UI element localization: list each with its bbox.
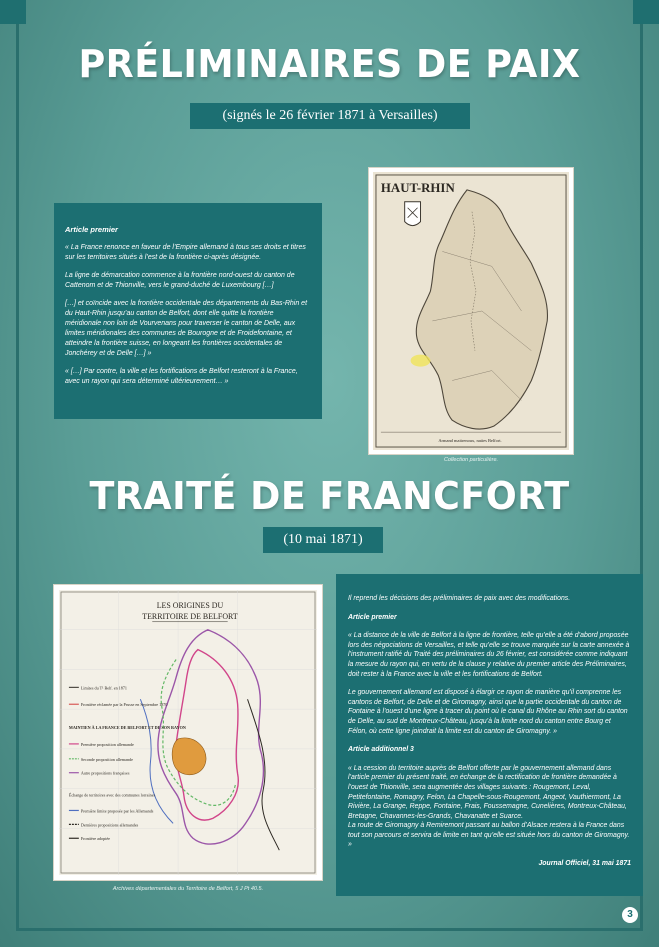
coat-of-arms-icon	[405, 202, 421, 226]
corner-decoration-right	[633, 0, 659, 24]
map1-title: HAUT-RHIN	[380, 180, 455, 195]
paragraph: La ligne de démarcation commence à la frontière nord-ouest du canton de Cattenom et de Thionville, vers le grand-duché de Luxembourg […]	[65, 272, 295, 289]
legend2-item-4: Frontière adoptée	[80, 836, 111, 842]
signature: Journal Officiel, 31 mai 1871	[538, 860, 631, 868]
legend-item-3: Première proposition allemande	[80, 741, 134, 747]
corner-decoration-left	[0, 0, 26, 24]
page-number: 3	[622, 907, 638, 923]
map2-title-line2: TERRITOIRE DE BELFORT	[142, 611, 238, 621]
legend-item-1: Limites du T¹ Belf. en 1871	[80, 685, 128, 691]
haut-rhin-map-image	[368, 167, 574, 455]
belfort-origins-map-image	[53, 584, 323, 881]
paragraph: « La France renonce en faveur de l’Empire allemand à tous ses droits et titres sur les territoires situés à l’est de la frontière ci-après désignée.	[65, 244, 306, 261]
section-subtitle-preliminaires: (signés le 26 février 1871 à Versailles)	[190, 103, 470, 129]
map2-section-label: MAINTIEN À LA FRANCE DE BELFORT ET DE SON RAYON	[68, 725, 186, 731]
francfort-text-box	[336, 574, 643, 896]
legend2-item-3: Dernières propositions allemandes	[80, 822, 139, 828]
belfort-highlight	[411, 355, 431, 367]
section-title-preliminaires: PRÉLIMINAIRES DE PAIX	[78, 42, 581, 86]
map2-title-line1: LES ORIGINES DU	[156, 600, 224, 610]
paragraph: « La distance de la ville de Belfort à la ligne de frontière, telle qu’elle a été d’abord proposée lors des négociations de Versailles, et telle qu’elle se trouve marquée sur la carte annexée à l’instrument ratifié du Traité des préliminaires du 26 février, est considérée comme indiquant la mesure du rayon qui, en vertu de la clause y relative du premier article des Préliminaires, doit rester à la France avec la ville et les fortifications de Belfort.	[348, 632, 630, 678]
paragraph: […] et coïncide avec la frontière occidentale des départements du Bas-Rhin et du Haut-Rhin jusqu’au canton de Belfort, dont elle quitte la frontière méridionale non loin de Vourvenans pour traverser le canton de Delle, aux limites méridionales des communes de Bourogne et de Froidefontaine, et atteindre la frontière suisse, en longeant les frontières occidentales de Jonchérey et de Delle […] »	[65, 300, 308, 357]
preliminaires-text-box	[54, 203, 322, 419]
map2-caption: Archives départementales du Territoire de Belfort, 5 J Pt 40.5.	[112, 886, 264, 892]
legend-item-4: Seconde proposition allemande	[80, 756, 133, 762]
intro-paragraph: Il reprend les décisions des préliminaires de paix avec des modifications.	[348, 595, 571, 602]
belfort-origins-map-drawing	[59, 590, 317, 875]
section-subtitle-francfort: (10 mai 1871)	[263, 527, 383, 553]
article-heading: Article additionnel 3	[348, 746, 414, 754]
legend-item-5: Autre propositions françaises	[80, 770, 130, 776]
article-heading: Article premier	[348, 613, 397, 621]
paragraph: « La cession du territoire auprès de Belfort offerte par le gouvernement allemand dans l’article premier du présent traité, en échange de la rectification de frontière demandée à l’ouest de Thionville, sera augmentée des villages suivants : Rougemont, Leval, Petitefontaine, Romagny, Felon, La Chapelle-sous-Rougemont, Angeot, Vauthiermont, La Rivière, La Grange, Reppe, Fontaine, Frais, Foussemagne, Cunelières, Montreux-Château, Bretagne, Chavannes-les-Grands, Chavanatte et Suarce.	[348, 764, 627, 820]
section-title-francfort: TRAITÉ DE FRANCFORT	[89, 474, 570, 518]
haut-rhin-map-drawing	[373, 172, 569, 450]
legend2-item-1: Échange de territoires avec des communes lorraines	[68, 792, 156, 798]
paragraph: La route de Giromagny à Remiremont passant au ballon d’Alsace restera à la France dans tout son parcours et servira de limite en tant qu’elle est située hors du canton de Giromagny. »	[348, 822, 630, 849]
paragraph: Le gouvernement allemand est disposé à élargir ce rayon de manière qu’il comprenne les cantons de Belfort, de Delle et de Giromagny, ainsi que la partie occidentale du canton de Fontaine à l’ouest d’une ligne à tracer du point où le canal du Rhône au Rhin sort du canton de Delle, au sud de Montreux-Château, jusqu’à la limite nord du canton entre Bourg et Félon, où cette ligne joindrait la limite est du canton de Giromagny. »	[348, 689, 628, 735]
border-bottom	[16, 928, 643, 931]
map1-caption: Collection particulière.	[443, 457, 499, 463]
map1-footer: Armand maitrenoux, naties Belfort.	[438, 438, 502, 444]
article-heading: Article premier	[65, 225, 118, 234]
legend2-item-2: Première limite proposée par les Allemands	[80, 808, 154, 814]
paragraph: « […] Par contre, la ville et les fortifications de Belfort resteront à la France, avec un rayon qui sera déterminé ultérieurement… »	[65, 368, 298, 385]
legend-item-2: Frontière réclamée par la Prusse en Septembre 1870	[80, 702, 168, 708]
